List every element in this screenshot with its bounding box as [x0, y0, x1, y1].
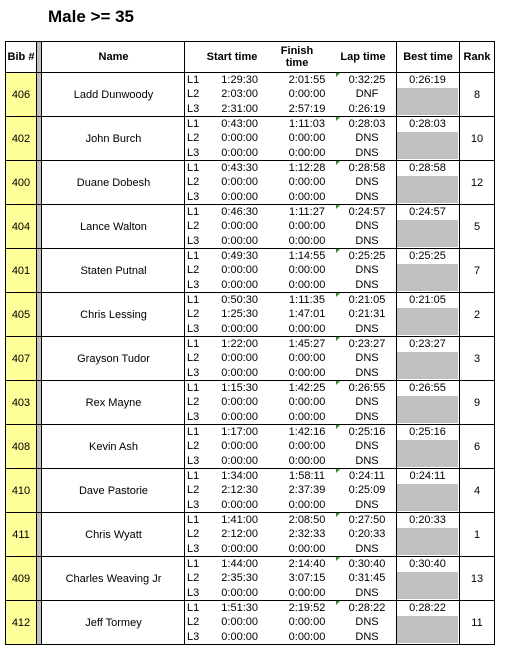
column-separator: [36, 381, 42, 424]
lap-label: L1: [187, 250, 200, 262]
lap-time: DNS: [355, 410, 379, 423]
racer-name: Jeff Tormey: [85, 616, 142, 629]
bib-number: 405: [6, 293, 36, 336]
finish-time: 0:00:00: [288, 586, 326, 599]
column-separator: [36, 425, 42, 468]
finish-time: 1:45:27: [288, 338, 326, 350]
finish-time: 1:11:27: [289, 206, 325, 218]
lap-label: L1: [187, 338, 200, 350]
lap-label: L1: [187, 470, 200, 482]
lap-label: L2: [187, 572, 200, 585]
best-time: 0:21:05: [409, 294, 446, 306]
header-best-time: Best time: [403, 51, 453, 63]
lap-time: 0:32:25: [348, 74, 386, 86]
rank: 4: [473, 484, 481, 497]
finish-time: 2:01:55: [288, 74, 326, 86]
bib-number: 407: [6, 337, 36, 380]
comment-marker: [336, 293, 340, 297]
finish-time: 1:11:35: [289, 294, 325, 306]
finish-time: 1:58:11: [289, 470, 325, 482]
shaded-cell: [397, 484, 458, 511]
header-bib: Bib #: [7, 51, 35, 63]
column-separator: [36, 249, 42, 292]
table-row: [5, 425, 495, 469]
best-time: 0:28:22: [409, 602, 446, 614]
shaded-cell: [397, 176, 458, 203]
lap-time: DNF: [355, 88, 379, 101]
lap-label: L3: [187, 586, 200, 599]
table-header: [5, 41, 495, 73]
results-table: [5, 41, 495, 645]
lap-time: DNS: [355, 440, 379, 453]
start-time: 0:00:00: [221, 190, 258, 203]
start-time: 0:00:00: [221, 498, 258, 511]
column-separator: [36, 117, 42, 160]
start-time: 0:49:30: [221, 250, 258, 262]
comment-marker: [336, 205, 340, 209]
lap-label: L1: [187, 602, 200, 614]
lap-label: L1: [187, 162, 200, 174]
header-name: Name: [98, 51, 129, 63]
finish-time: 0:00:00: [288, 220, 326, 233]
lap-label: L2: [187, 352, 200, 365]
finish-time: 2:14:40: [288, 558, 326, 570]
start-time: 0:00:00: [221, 146, 258, 159]
rank: 7: [473, 264, 481, 277]
start-time: 1:22:00: [221, 338, 258, 350]
header-lap-time: Lap time: [340, 51, 386, 63]
lap-label: L2: [187, 396, 200, 409]
bib-number: 411: [6, 513, 36, 556]
comment-marker: [336, 161, 340, 165]
lap-label: L1: [187, 558, 200, 570]
shaded-cell: [397, 528, 458, 555]
finish-time: 1:14:55: [288, 250, 326, 262]
finish-time: 0:00:00: [288, 616, 326, 629]
lap-time: 0:21:05: [348, 294, 386, 306]
lap-time: DNS: [355, 132, 379, 145]
table-row: [5, 557, 495, 601]
column-separator: [36, 161, 42, 204]
start-time: 0:00:00: [221, 264, 258, 277]
start-time: 0:00:00: [221, 542, 258, 555]
racer-name: Rex Mayne: [85, 396, 142, 409]
lap-time: DNS: [355, 630, 379, 643]
start-time: 1:15:30: [221, 382, 258, 394]
lap-time: DNS: [355, 498, 379, 511]
lap-time: 0:26:55: [348, 382, 386, 394]
finish-time: 1:42:25: [288, 382, 326, 394]
lap-label: L3: [187, 630, 200, 643]
shaded-cell: [397, 308, 458, 335]
racer-name: Kevin Ash: [89, 440, 138, 453]
lap-time: 0:28:03: [348, 118, 386, 130]
best-time: 0:28:58: [409, 162, 446, 174]
start-time: 0:00:00: [221, 366, 258, 379]
lap-time: DNS: [355, 542, 379, 555]
lap-time: 0:31:45: [348, 572, 386, 585]
lap-time: DNS: [355, 586, 379, 599]
best-time: 0:20:33: [409, 514, 446, 526]
best-time: 0:25:16: [409, 426, 446, 438]
lap-label: L2: [187, 220, 200, 233]
lap-label: L2: [187, 440, 200, 453]
shaded-cell: [397, 352, 458, 379]
lap-label: L3: [187, 410, 200, 423]
rank: 5: [473, 220, 481, 233]
best-time: 0:25:25: [409, 250, 446, 262]
lap-time: DNS: [355, 454, 379, 467]
racer-name: Charles Weaving Jr: [65, 572, 162, 585]
table-row: [5, 249, 495, 293]
header-finish-time: Finish time: [280, 45, 314, 69]
shaded-cell: [397, 572, 458, 599]
best-time: 0:26:19: [409, 74, 446, 86]
lap-label: L1: [187, 74, 200, 86]
start-time: 0:00:00: [221, 234, 258, 247]
rank: 2: [473, 308, 481, 321]
table-row: [5, 337, 495, 381]
start-time: 2:35:30: [221, 572, 258, 585]
comment-marker: [336, 557, 340, 561]
header-rank: Rank: [463, 51, 491, 63]
lap-time: 0:30:40: [348, 558, 386, 570]
comment-marker: [336, 73, 340, 77]
rank: 11: [471, 616, 483, 629]
finish-time: 3:07:15: [288, 572, 326, 585]
start-time: 1:34:00: [221, 470, 258, 482]
lap-label: L2: [187, 176, 200, 189]
lap-time: DNS: [355, 176, 379, 189]
finish-time: 0:00:00: [288, 498, 326, 511]
table-row: [5, 117, 495, 161]
start-time: 0:00:00: [221, 586, 258, 599]
lap-label: L2: [187, 616, 200, 629]
header-start-time: Start time: [206, 51, 258, 63]
lap-label: L3: [187, 278, 200, 291]
bib-number: 412: [6, 601, 36, 644]
racer-name: Ladd Dunwoody: [73, 88, 154, 101]
comment-marker: [336, 601, 340, 605]
best-time: 0:24:11: [409, 470, 446, 482]
rank: 12: [470, 176, 484, 189]
finish-time: 0:00:00: [288, 454, 326, 467]
rank: 6: [473, 440, 481, 453]
lap-label: L3: [187, 498, 200, 511]
lap-time: DNS: [355, 352, 379, 365]
bib-number: 410: [6, 469, 36, 512]
racer-name: Grayson Tudor: [77, 352, 150, 365]
finish-time: 0:00:00: [288, 176, 326, 189]
lap-time: 0:20:33: [348, 528, 386, 541]
bib-number: 409: [6, 557, 36, 600]
lap-label: L3: [187, 454, 200, 467]
lap-label: L1: [187, 382, 200, 394]
finish-time: 0:00:00: [288, 234, 326, 247]
lap-time: DNS: [355, 366, 379, 379]
comment-marker: [336, 117, 340, 121]
racer-name: Duane Dobesh: [76, 176, 151, 189]
finish-time: 1:12:28: [288, 162, 326, 174]
finish-time: 0:00:00: [288, 88, 326, 101]
lap-label: L1: [187, 426, 200, 438]
lap-time: 0:28:22: [348, 602, 386, 614]
lap-label: L3: [187, 102, 200, 115]
finish-time: 0:00:00: [288, 366, 326, 379]
lap-time: DNS: [355, 278, 379, 291]
finish-time: 0:00:00: [288, 396, 326, 409]
start-time: 1:17:00: [221, 426, 258, 438]
start-time: 1:25:30: [221, 308, 258, 321]
start-time: 0:00:00: [221, 322, 258, 335]
table-row: [5, 161, 495, 205]
finish-time: 0:00:00: [288, 190, 326, 203]
racer-name: Chris Wyatt: [85, 528, 142, 541]
finish-time: 2:37:39: [288, 484, 326, 497]
column-separator: [36, 73, 42, 116]
start-time: 0:00:00: [221, 220, 258, 233]
finish-time: 0:00:00: [288, 132, 326, 145]
bib-number: 404: [6, 205, 36, 248]
finish-time: 0:00:00: [288, 630, 326, 643]
lap-label: L3: [187, 234, 200, 247]
table-row: [5, 469, 495, 513]
start-time: 0:00:00: [221, 176, 258, 189]
finish-time: 2:19:52: [288, 602, 326, 614]
lap-label: L2: [187, 484, 200, 497]
finish-time: 1:42:16: [288, 426, 326, 438]
lap-label: L3: [187, 366, 200, 379]
start-time: 0:43:00: [221, 118, 258, 130]
lap-time: 0:25:09: [348, 484, 386, 497]
lap-time: 0:24:57: [348, 206, 386, 218]
bib-number: 408: [6, 425, 36, 468]
lap-time: DNS: [355, 264, 379, 277]
bib-number: 402: [6, 117, 36, 160]
start-time: 0:00:00: [221, 630, 258, 643]
table-row: [5, 205, 495, 249]
lap-time: 0:26:19: [348, 102, 386, 115]
finish-time: 0:00:00: [288, 322, 326, 335]
rank: 1: [473, 528, 481, 541]
lap-label: L2: [187, 88, 200, 101]
start-time: 0:00:00: [221, 454, 258, 467]
finish-time: 2:32:33: [288, 528, 326, 541]
lap-time: DNS: [355, 190, 379, 203]
column-separator: [36, 337, 42, 380]
table-body: [5, 73, 495, 645]
start-time: 1:29:30: [221, 74, 258, 86]
comment-marker: [336, 469, 340, 473]
column-separator: [36, 469, 42, 512]
lap-label: L1: [187, 206, 200, 218]
bib-number: 406: [6, 73, 36, 116]
start-time: 1:51:30: [221, 602, 258, 614]
finish-time: 0:00:00: [288, 440, 326, 453]
lap-label: L2: [187, 132, 200, 145]
rank: 13: [470, 572, 484, 585]
column-separator: [36, 293, 42, 336]
bib-number: 401: [6, 249, 36, 292]
column-separator: [36, 205, 42, 248]
start-time: 0:46:30: [221, 206, 258, 218]
rank: 10: [470, 132, 484, 145]
best-time: 0:28:03: [409, 118, 446, 130]
finish-time: 0:00:00: [288, 352, 326, 365]
page-title: Male >= 35: [48, 7, 135, 26]
column-separator: [36, 513, 42, 556]
best-time: 0:23:27: [409, 338, 446, 350]
start-time: 0:43:30: [221, 162, 258, 174]
finish-time: 0:00:00: [288, 410, 326, 423]
lap-label: L2: [187, 264, 200, 277]
bib-number: 400: [6, 161, 36, 204]
start-time: 2:03:00: [221, 88, 258, 101]
start-time: 1:41:00: [221, 514, 258, 526]
finish-time: 0:00:00: [288, 278, 326, 291]
racer-name: Staten Putnal: [80, 264, 147, 277]
start-time: 1:44:00: [221, 558, 258, 570]
shaded-cell: [397, 132, 458, 159]
lap-label: L2: [187, 308, 200, 321]
table-row: [5, 601, 495, 645]
start-time: 0:00:00: [221, 132, 258, 145]
racer-name: John Burch: [85, 132, 142, 145]
shaded-cell: [397, 220, 458, 247]
comment-marker: [336, 249, 340, 253]
bib-number: 403: [6, 381, 36, 424]
column-separator: [36, 601, 42, 644]
table-row: [5, 381, 495, 425]
table-row: [5, 293, 495, 337]
column-separator: [36, 42, 42, 72]
best-time: 0:26:55: [409, 382, 446, 394]
lap-time: 0:25:16: [348, 426, 386, 438]
lap-label: L3: [187, 146, 200, 159]
lap-time: DNS: [355, 146, 379, 159]
comment-marker: [336, 381, 340, 385]
table-row: [5, 513, 495, 557]
lap-time: DNS: [355, 322, 379, 335]
table-row: [5, 73, 495, 117]
lap-time: 0:23:27: [348, 338, 386, 350]
rank: 9: [473, 396, 481, 409]
lap-label: L3: [187, 190, 200, 203]
lap-time: 0:25:25: [348, 250, 386, 262]
best-time: 0:24:57: [409, 206, 446, 218]
start-time: 0:00:00: [221, 616, 258, 629]
lap-label: L1: [187, 294, 200, 306]
start-time: 2:12:00: [221, 528, 258, 541]
finish-time: 1:47:01: [288, 308, 326, 321]
comment-marker: [336, 337, 340, 341]
shaded-cell: [397, 440, 458, 467]
lap-time: 0:27:50: [348, 514, 386, 526]
finish-time: 0:00:00: [288, 542, 326, 555]
shaded-cell: [397, 616, 458, 643]
comment-marker: [336, 425, 340, 429]
start-time: 0:00:00: [221, 396, 258, 409]
lap-time: DNS: [355, 616, 379, 629]
rank: 8: [473, 88, 481, 101]
lap-time: 0:24:11: [349, 470, 385, 482]
column-separator: [36, 557, 42, 600]
start-time: 0:00:00: [221, 278, 258, 291]
shaded-cell: [397, 88, 458, 115]
lap-label: L3: [187, 542, 200, 555]
lap-time: 0:21:31: [348, 308, 386, 321]
lap-time: DNS: [355, 396, 379, 409]
shaded-cell: [397, 264, 458, 291]
finish-time: 1:11:03: [289, 118, 325, 130]
lap-label: L1: [187, 514, 200, 526]
best-time: 0:30:40: [409, 558, 446, 570]
lap-time: 0:28:58: [348, 162, 386, 174]
start-time: 2:31:00: [221, 102, 258, 115]
start-time: 0:50:30: [221, 294, 258, 306]
finish-time: 2:08:50: [288, 514, 326, 526]
lap-time: DNS: [355, 234, 379, 247]
comment-marker: [336, 513, 340, 517]
rank: 3: [473, 352, 481, 365]
finish-time: 0:00:00: [288, 146, 326, 159]
start-time: 0:00:00: [221, 440, 258, 453]
start-time: 0:00:00: [221, 410, 258, 423]
lap-label: L1: [187, 118, 200, 130]
racer-name: Dave Pastorie: [78, 484, 149, 497]
lap-time: DNS: [355, 220, 379, 233]
start-time: 2:12:30: [221, 484, 258, 497]
lap-label: L3: [187, 322, 200, 335]
finish-time: 0:00:00: [288, 264, 326, 277]
racer-name: Lance Walton: [80, 220, 147, 233]
shaded-cell: [397, 396, 458, 423]
racer-name: Chris Lessing: [80, 308, 147, 321]
lap-label: L2: [187, 528, 200, 541]
finish-time: 2:57:19: [288, 102, 326, 115]
start-time: 0:00:00: [221, 352, 258, 365]
